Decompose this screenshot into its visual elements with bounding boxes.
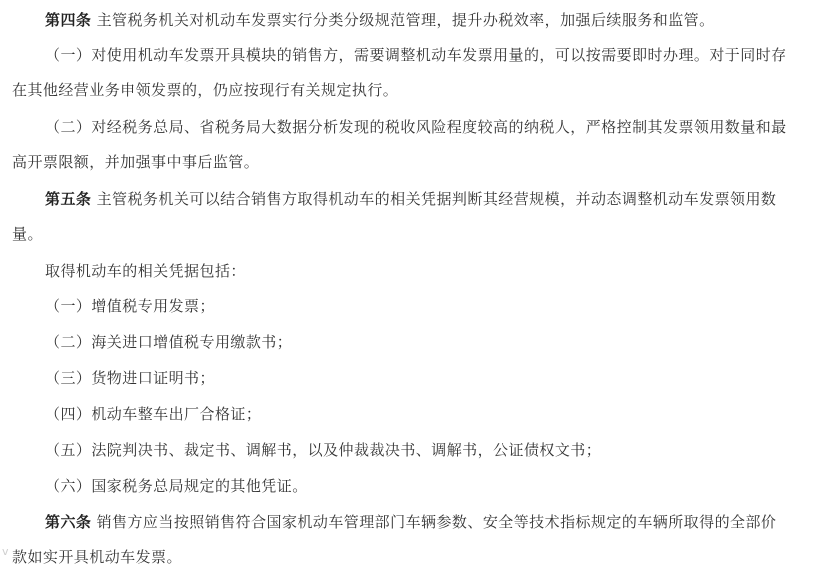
list-item: （三）货物进口证明书； <box>45 369 215 387</box>
list-item: （一）增值税专用发票； <box>45 297 215 315</box>
article-4-item-2-line-1: （二）对经税务总局、省税务局大数据分析发现的税收风险程度较高的纳税人，严格控制其发票领用数量和最 <box>45 118 787 136</box>
article-5-line-1 <box>45 189 776 209</box>
article-5-intro: 取得机动车的相关凭据包括： <box>45 262 246 280</box>
article-5-line-2: 量。 <box>12 225 43 243</box>
article-4-line-1 <box>45 10 715 30</box>
article-4-item-1-line-1: （一）对使用机动车发票开具模块的销售方，需要调整机动车发票用量的，可以按需要即时办理。对于同时存 <box>45 46 787 64</box>
list-item: （五）法院判决书、裁定书、调解书，以及仲裁裁决书、调解书，公证债权文书； <box>45 441 602 459</box>
list-item: （二）海关进口增值税专用缴款书； <box>45 333 293 351</box>
list-item: （四）机动车整车出厂合格证； <box>45 405 262 423</box>
article-6-line-2: 款如实开具机动车发票。 <box>12 548 182 566</box>
article-6-title: 第六条 <box>45 513 92 531</box>
article-5-title: 第五条 <box>45 190 92 208</box>
article-4-title: 第四条 <box>45 11 92 29</box>
article-6-text: 销售方应当按照销售符合国家机动车管理部门车辆参数、安全等技术指标规定的车辆所取得的全部价 <box>96 513 777 531</box>
article-5-text: 主管税务机关可以结合销售方取得机动车的相关凭据判断其经营规模，并动态调整机动车发票领用数 <box>96 190 777 208</box>
list-item: （六）国家税务总局规定的其他凭证。 <box>45 477 308 495</box>
article-4-item-2-line-2: 高开票限额，并加强事中事后监管。 <box>12 153 260 171</box>
article-4-item-1-line-2: 在其他经营业务申领发票的，仍应按现行有关规定执行。 <box>12 81 399 99</box>
article-4-text: 主管税务机关对机动车发票实行分类分级规范管理，提升办税效率，加强后续服务和监管。 <box>96 11 715 29</box>
watermark: v <box>2 545 10 558</box>
article-6-line-1 <box>45 512 776 532</box>
